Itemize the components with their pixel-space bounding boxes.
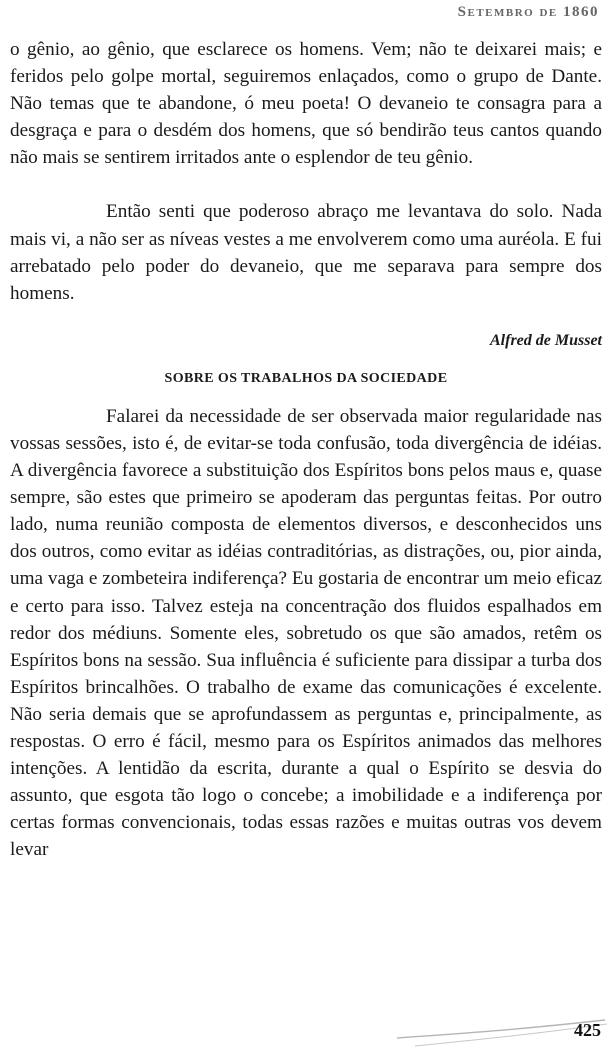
page-number: 425 <box>574 1020 601 1040</box>
section-title: SOBRE OS TRABALHOS DA SOCIEDADE <box>164 370 448 386</box>
running-head: Setembro de 1860 <box>457 4 599 20</box>
paragraph-1: o gênio, ao gênio, que esclarece os homens. Vem; não te deixarei mais; e feridos pelo golpe mortal, seguiremos enlaçados, como o grupo de Dante. Não temas que te abandone, ó meu poeta! O devaneio te consagra para a desgraça e para o desdém dos homens, que só bendirão teus cantos quando não mais se sentirem irritados ante o esplendor de teu gênio. <box>10 39 602 169</box>
signature: Alfred de Musset <box>490 331 602 349</box>
body-text <box>10 36 602 863</box>
paragraph-3: Falarei da necessidade de ser observada maior regularidade nas vossas sessões, isto é, de evitar-se toda confusão, toda divergência de idéias. A divergência favorece a substituição dos Espíritos bons pelos maus e, quase sempre, são estes que primeiro se apoderam das perguntas feitas. Por outro lado, numa reunião composta de elementos diversos, e desconhecidos uns dos outros, como evitar as idéias contraditórias, as distrações, ou, pior ainda, uma vaga e zombeteira indiferença? Eu gostaria de encontrar um meio eficaz e certo para isso. Talvez esteja na concentração dos fluidos espalhados em redor dos médiuns. Somente eles, sobretudo os que são amados, retêm os Espíritos bons na sessão. Sua influência é suficiente para dissipar a turba dos Espíritos brincalhões. O trabalho de exame das comunicações é excelente. Não seria demais que se aprofundassem as perguntas e, principalmente, as respostas. O erro é fácil, mesmo para os Espíritos animados das melhores intenções. A lentidão da escrita, durante a qual o Espírito se desvia do assunto, que esgota tão logo o concebe; a imobilidade e a indiferença por certas formas convencionais, todas essas razões e muitas outras vos devem levar <box>10 405 602 861</box>
paragraph-2: Então senti que poderoso abraço me levantava do solo. Nada mais vi, a não ser as níveas vestes a me envolverem como uma auréola. E fui arrebatado pelo poder do devaneio, que me separava para sempre dos homens. <box>10 201 602 304</box>
